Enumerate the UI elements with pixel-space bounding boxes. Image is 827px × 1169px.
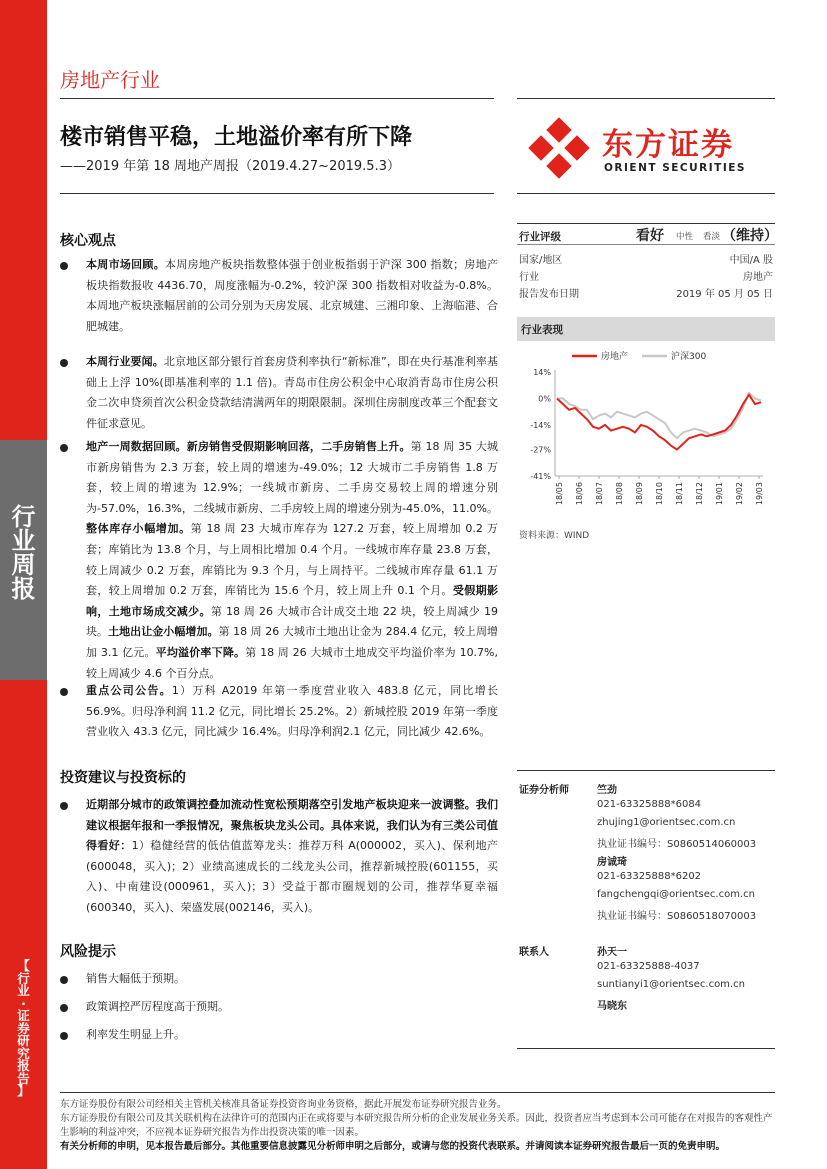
x-tick-label: 18/06 [575,482,584,506]
side-char: 告 [17,1070,30,1086]
legend-label-0: 房地产 [601,352,629,362]
bullet-invest [60,802,68,810]
industry-news: 本周行业要闻。北京地区部分银行首套房贷利率执行“新标准”，即在央行基准利率基础上上浮 10%(即基准利率的 1.1 倍)。青岛市住房公积金中心取消青岛市住房公积金二次申贷须首次公积金贷款结清满两年的期限限制。深圳住房制度改革三个配套文件征求意见。 [86,355,498,430]
y-tick-label: -27% [530,445,551,455]
bullet-risk-2 [60,1004,68,1012]
rating-maintain: （维持） [722,228,778,244]
title-rule-right [517,193,775,194]
analyst-1-phone: 021-63325888*6084 [597,799,702,810]
analyst-2-cert: 执业证书编号：S0860518070003 [597,911,757,922]
weekly-data-review: 地产一周数据回顾。新房销售受假期影响回落，二手房销售上升。第 18 周 35 大城市新房销售为 2.3 万套，较上周的增速为-49.0%；12 大城市二手房销售 1.8 万套，较上周的增速为 12.9%；一线城市新房、二手房交易较上周的增速分别为-57.0%，16.3%，二线城市新房、二手房较上周的增速分别为-45.0%，11.0%。整体库存小幅增加。第 18 周 23 大城市库存为 127.2 万套，较上周增加 0.2 万套；库销比为 13.8 个月，与上周相比增加 0.4 个月。一线城市库存量 23.8 万套，较上周减少 0.2 万套，库销比为 9.3 个月，与上周持平。二线城市库存量 61.1 万套，较上周增加 0.2 万套，库销比为 15.6 个月，较上周上升 0.1 个月。受假期影响，土地市场成交减少。第 18 周 26 大城市合计成交土地 22 块，较上周减少 19 块。土地出让金小幅增加。第 18 周 26 大城市土地出让金为 284.4 亿元，较上周增加 3.1 亿元。平均溢价率下降。第 18 周 26 大城市土地成交平均溢价率为 10.7%,较上周减少 4.6 个百分点。 [86,440,499,680]
x-tick-label: 18/09 [635,482,644,506]
contact-1-phone: 021-63325888-4037 [597,961,700,972]
header-rule-left [60,98,494,99]
bullet-risk-3 [60,1032,68,1040]
rating-row-val-1: 中国/A 股 [729,255,773,266]
series-line-0 [557,395,761,450]
contact-2-name: 马晓东 [597,1001,627,1012]
x-tick-label: 19/01 [715,482,724,506]
industry-label: 房地产行业 [60,68,160,92]
rating-label: 行业评级 [519,231,561,243]
contact-1-name: 孙天一 [597,947,627,958]
bullet-4 [60,688,68,696]
side-char: 券 [17,1020,30,1036]
footer-rule [60,1092,775,1093]
side-char: 【 [17,958,30,973]
side-char: 究 [17,1045,30,1061]
company-announcements: 重点公司公告。1）万科 A2019 年第一季度营业收入 483.8 亿元，同比增长 56.9%。归母净利润 11.2 亿元，同比增长 25.2%。2）新城控股 2019 年第一季度营业收入 43.3 亿元，同比减少 16.4%。归母净利润2.1 亿元，同比减少 42.6%。 [86,684,499,739]
rating-row-key-3: 报告发布日期 [519,289,579,300]
y-tick-label: -14% [530,420,551,430]
contact-label: 联系人 [519,947,549,958]
x-tick-label: 19/02 [735,482,744,506]
report-subtitle: ——2019 年第 18 周地产周报（2019.4.27~2019.5.3） [60,159,400,174]
legend-label-1: 沪深300 [671,352,707,362]
rating-opt-bearish: 看淡 [703,232,721,242]
x-tick-label: 18/05 [555,482,564,506]
logo-cn: 东方证券 [602,127,734,163]
side-category [0,960,47,1098]
x-tick-label: 18/11 [675,482,684,506]
analyst-2-name: 房诚琦 [597,857,627,868]
x-tick-label: 18/07 [595,482,604,506]
side-char: 】 [17,1083,30,1098]
header-rule-right [517,98,775,99]
side-char: 周 [11,551,36,579]
report-title: 楼市销售平稳，土地溢价率有所下降 [60,125,413,150]
contact-1-email[interactable]: suntianyi1@orientsec.com.cn [597,979,745,990]
logo-mark-icon [528,117,590,179]
bullet-2 [60,359,68,367]
perf-label: 行业表现 [521,324,563,336]
contact-bottom-rule [517,1048,775,1049]
footer-line-2: 东方证券股份有限公司及其关联机构在法律许可的范围内正在或将要与本研究报告所分析的企业发展业务关系。因此，投资者应当考虑到本公司可能存在对报告的客观性产生影响的利益冲突，不应视本证券研究报告为作出投资决策的唯一因素。 [60,1113,773,1138]
invest-heading: 投资建议与投资标的 [60,770,186,786]
side-char: 业 [11,527,36,555]
rating-opt-neutral: 中性 [676,232,694,242]
x-tick-label: 18/10 [655,482,664,506]
risk-item-3: 利率发生明显上升。 [86,1028,185,1041]
core-heading: 核心观点 [60,233,116,249]
side-report-type [0,505,47,601]
y-tick-label: 14% [533,368,551,377]
company-logo [528,117,778,179]
side-char: 报 [17,1058,30,1073]
analyst-1-cert: 执业证书编号：S0860514060003 [597,839,757,850]
bullet-risk-1 [60,976,68,984]
analyst-top-rule [517,770,775,771]
side-char: 报 [11,575,36,603]
side-char: · [21,995,26,1011]
analyst-2-email[interactable]: fangchengqi@orientsec.com.cn [597,889,755,900]
analyst-1-email[interactable]: zhujing1@orientsec.com.cn [597,817,736,828]
risk-item-1: 销售大幅低于预期。 [86,972,185,985]
side-char: 研 [17,1033,30,1048]
rating-row-key-1: 国家/地区 [519,255,563,266]
footer-line-1: 东方证券股份有限公司经相关主管机关核准具备证券投资咨询业务资格，据此开展发布证券研究报告业务。 [60,1099,507,1110]
rating-value: 看好 [636,228,664,244]
analyst-label: 证券分析师 [519,785,569,796]
analyst-2-phone: 021-63325888*6202 [597,871,702,882]
rating-row-val-2: 房地产 [743,272,773,283]
rating-row-key-2: 行业 [519,272,539,283]
bullet-3 [60,444,68,452]
logo-en: ORIENT SECURITIES [604,162,746,174]
footer-line-3: 有关分析师的申明，见本报告最后部分。其他重要信息披露见分析师申明之后部分，或请与您的投资代表联系。并请阅读本证券研究报告最后一页的免责申明。 [60,1141,726,1152]
x-tick-label: 18/08 [615,482,624,506]
invest-text: 近期部分城市的政策调控叠加流动性宽松预期落空引发地产板块迎来一波调整。我们建议根据年报和一季报情况，聚焦板块龙头公司。具体来说，我们认为有三类公司值得看好：1）稳健经营的低估值蓝筹龙头：推荐万科 A(000002，买入)、保利地产(600048，买入)；2）业绩高速成长的二线龙头公司，推荐新城控股(601155，买入)、中南建设(000961，买入)；3）受益于都市圈规划的公司，推荐华夏幸福(600340，买入)、荣盛发展(002146，买入)。 [86,798,498,914]
risk-heading: 风险提示 [60,944,116,960]
side-char: 业 [17,983,30,998]
y-tick-label: -41% [530,472,551,481]
rating-row-val-3: 2019 年 05 月 05 日 [676,289,773,300]
bullet-1 [60,262,68,270]
side-char: 行 [17,970,30,986]
risk-item-2: 政策调控严厉程度高于预期。 [86,1000,229,1013]
y-tick-label: 0% [538,394,551,404]
chart-source: 资料来源：WIND [519,531,590,541]
rating-sub-rule [517,244,775,245]
market-review: 本周市场回顾。本周房地产板块指数整体强于创业板指弱于沪深 300 指数；房地产板块指数报收 4436.70，周度涨幅为-0.2%，较沪深 300 指数相对收益为-0.8%。本周地产板块涨幅居前的公司分别为天房发展、北京城建、三湘印象、上海临港、合肥城建。 [86,258,498,333]
performance-chart [517,344,775,520]
series-line-1 [557,393,761,438]
x-tick-label: 18/12 [695,482,704,506]
x-tick-label: 19/03 [755,482,764,506]
title-rule-left [60,193,494,194]
side-char: 证 [17,1008,30,1023]
rating-top-rule [517,223,775,224]
side-char: 行 [11,503,36,531]
analyst-1-name: 竺劲 [597,785,617,796]
